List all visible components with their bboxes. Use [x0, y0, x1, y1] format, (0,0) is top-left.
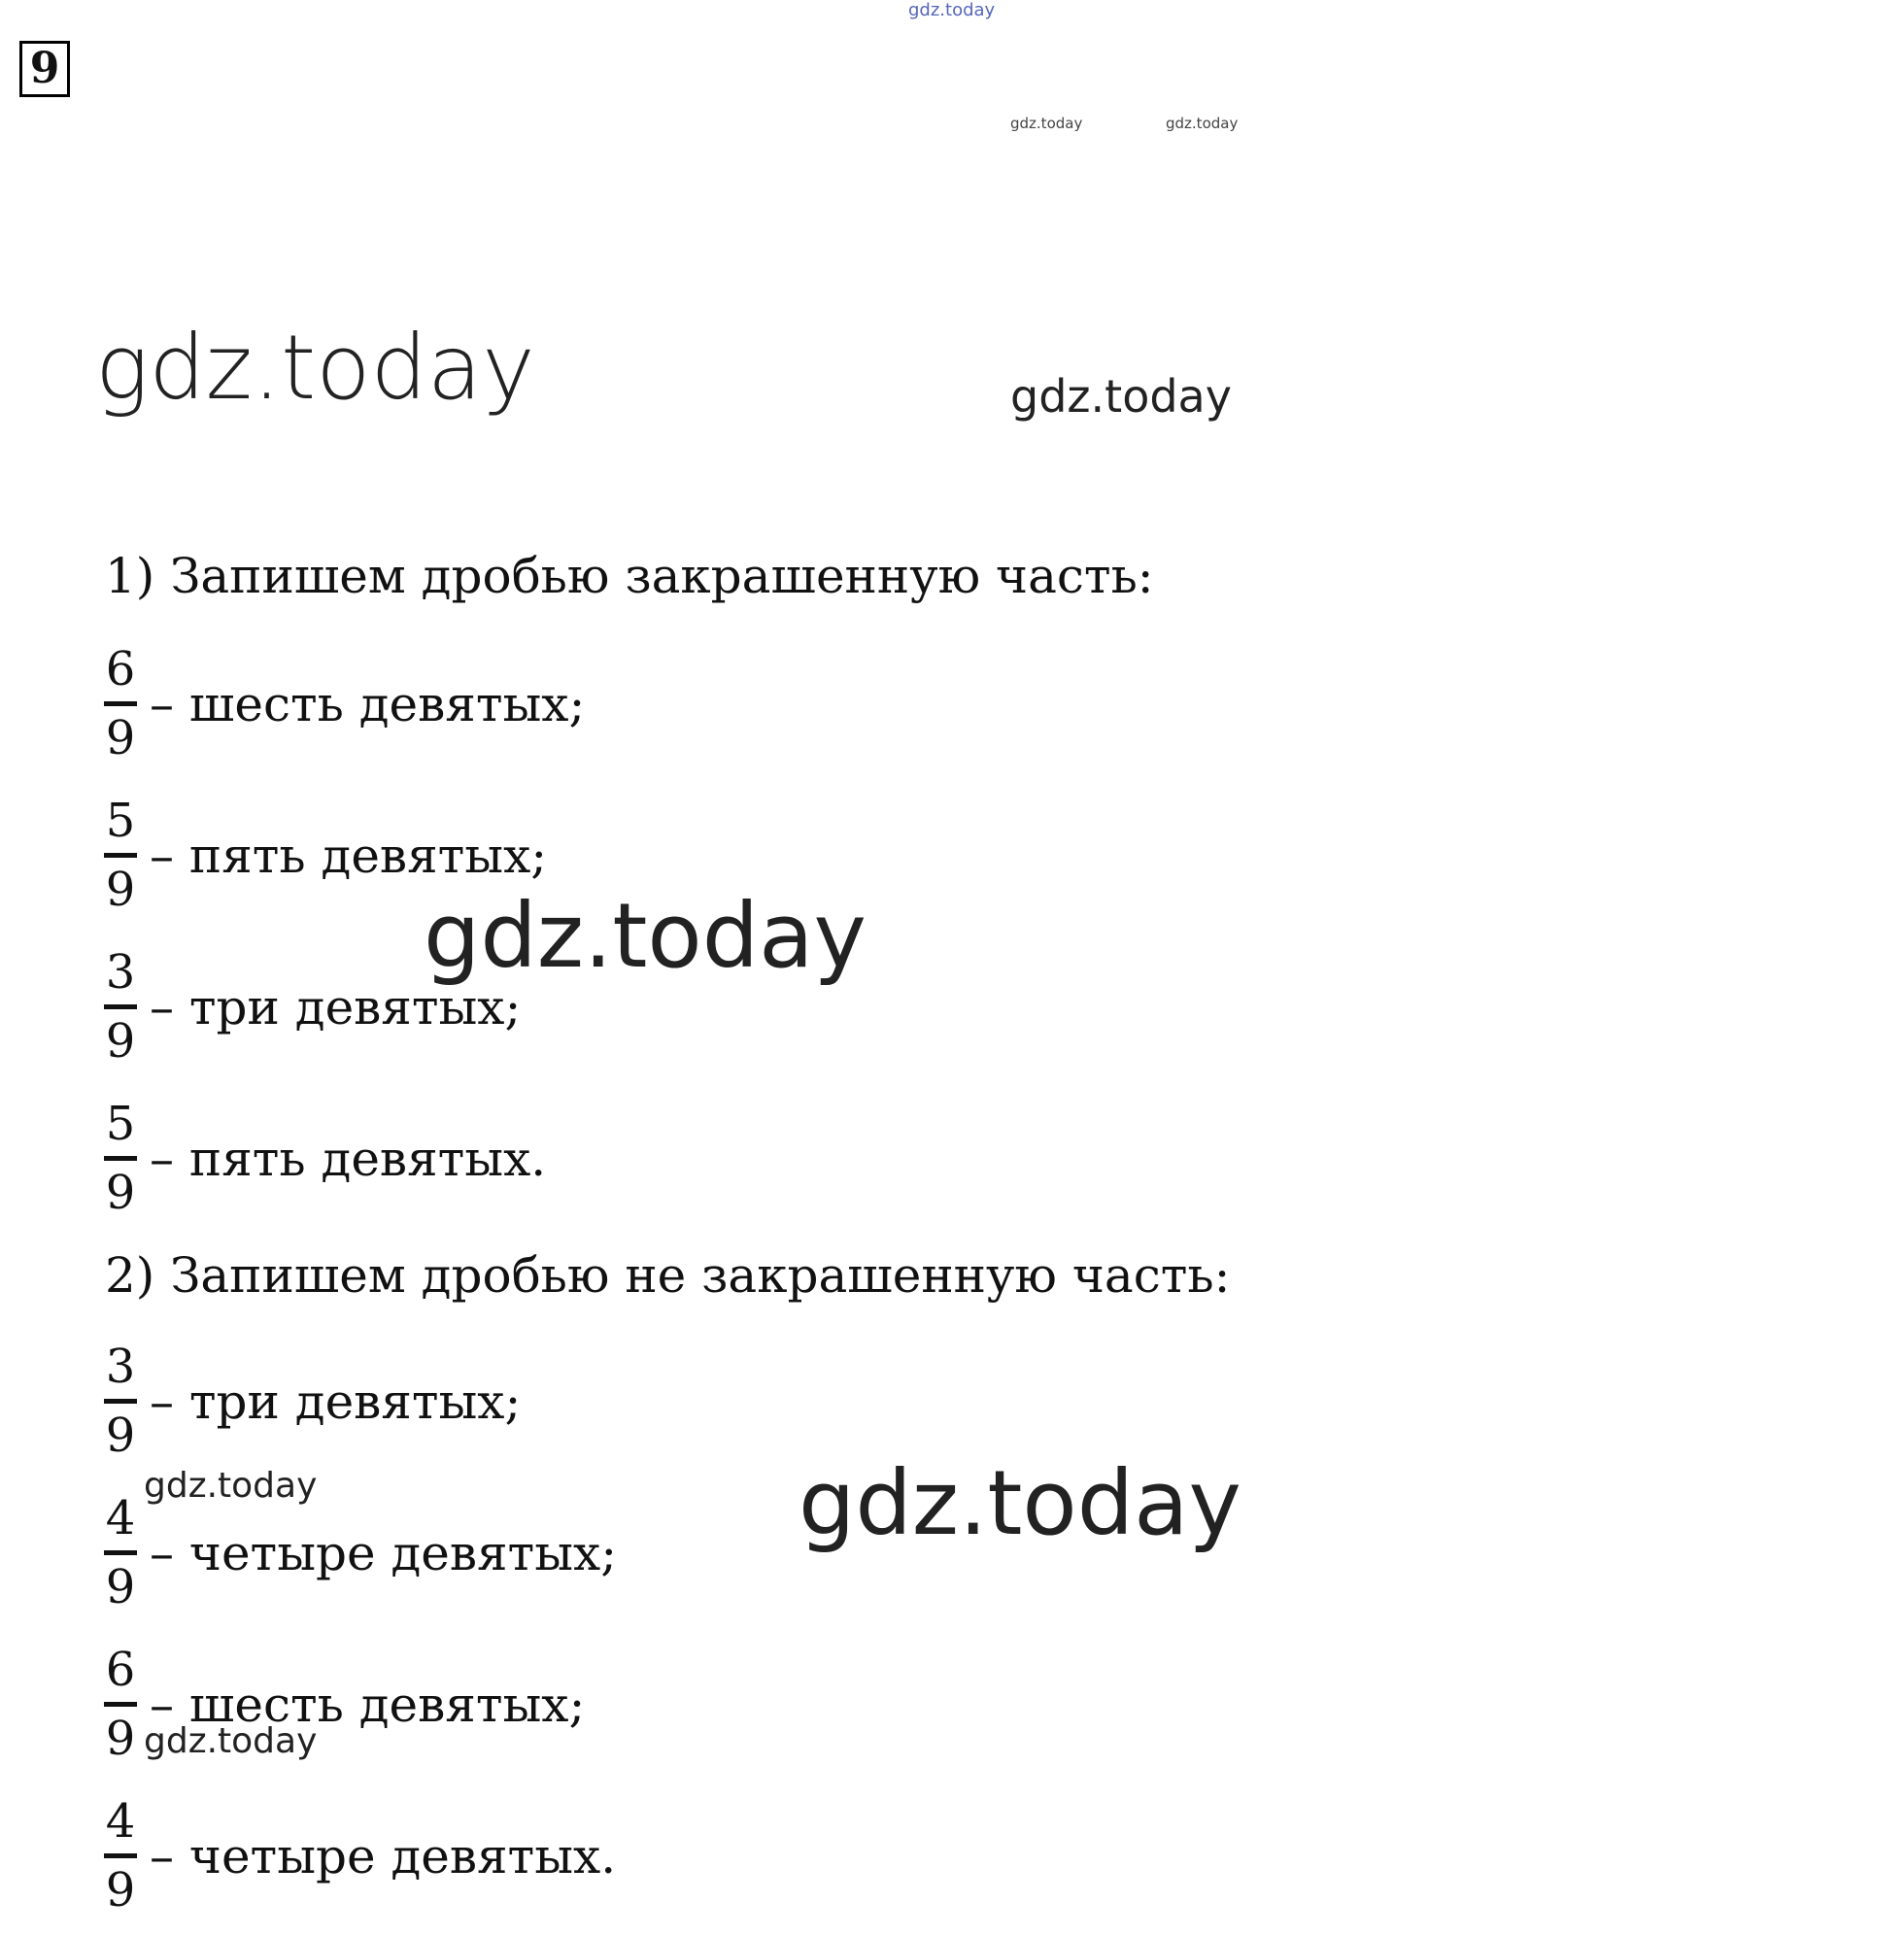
denominator: 9	[105, 1408, 136, 1463]
fraction-bar	[104, 853, 137, 858]
watermark: gdz.today	[144, 1466, 318, 1506]
numerator: 3	[105, 944, 136, 1000]
fraction-bar	[104, 1853, 137, 1858]
watermark: gdz.today	[1010, 115, 1083, 132]
numerator: 6	[105, 641, 136, 696]
numerator: 4	[105, 1793, 136, 1849]
watermark: gdz.today	[144, 1721, 318, 1761]
fraction-words: – пять девятых.	[150, 1131, 547, 1187]
fraction-row	[103, 1096, 546, 1222]
watermark: gdz.today	[908, 0, 996, 20]
fraction-words: – четыре девятых;	[150, 1525, 618, 1581]
fraction	[103, 643, 138, 766]
fraction-bar	[104, 1156, 137, 1161]
fraction-words: – шесть девятых;	[150, 676, 586, 732]
task-number: 9	[29, 44, 60, 93]
numerator: 5	[105, 1096, 136, 1151]
denominator: 9	[105, 862, 136, 917]
fraction	[103, 795, 138, 918]
denominator: 9	[105, 710, 136, 765]
fraction-bar	[104, 1004, 137, 1009]
denominator: 9	[105, 1165, 136, 1220]
fraction-row	[103, 1339, 521, 1465]
fraction	[103, 1492, 138, 1615]
fraction	[103, 1341, 138, 1464]
fraction-bar	[104, 1399, 137, 1404]
denominator: 9	[105, 1559, 136, 1614]
fraction-words: – четыре девятых.	[150, 1828, 617, 1884]
fraction-bar	[104, 1702, 137, 1707]
denominator: 9	[105, 1862, 136, 1918]
watermark: gdz.today	[1166, 115, 1239, 132]
fraction-words: – шесть девятых;	[150, 1677, 586, 1733]
denominator: 9	[105, 1711, 136, 1766]
fraction-row	[103, 1793, 616, 1919]
part1-heading: 1) Запишем дробью закрашенную часть:	[105, 548, 1154, 604]
fraction-row	[103, 1490, 617, 1616]
task-number-box	[19, 41, 70, 97]
fraction	[103, 1098, 138, 1221]
fraction-bar	[104, 1550, 137, 1555]
numerator: 3	[105, 1339, 136, 1394]
numerator: 6	[105, 1642, 136, 1697]
fraction-bar	[104, 701, 137, 706]
watermark: gdz.today	[424, 884, 867, 988]
watermark: gdz.today	[95, 316, 535, 420]
fraction-words: – три девятых;	[150, 979, 522, 1035]
fraction-row	[103, 641, 585, 767]
fraction	[103, 946, 138, 1069]
denominator: 9	[105, 1013, 136, 1069]
fraction-words: – три девятых;	[150, 1374, 522, 1430]
fraction	[103, 1644, 138, 1767]
fraction	[103, 1795, 138, 1918]
watermark: gdz.today	[799, 1451, 1241, 1555]
numerator: 4	[105, 1490, 136, 1545]
fraction-words: – пять девятых;	[150, 828, 548, 884]
watermark: gdz.today	[1010, 370, 1232, 423]
numerator: 5	[105, 793, 136, 848]
part2-heading: 2) Запишем дробью не закрашенную часть:	[105, 1247, 1231, 1304]
